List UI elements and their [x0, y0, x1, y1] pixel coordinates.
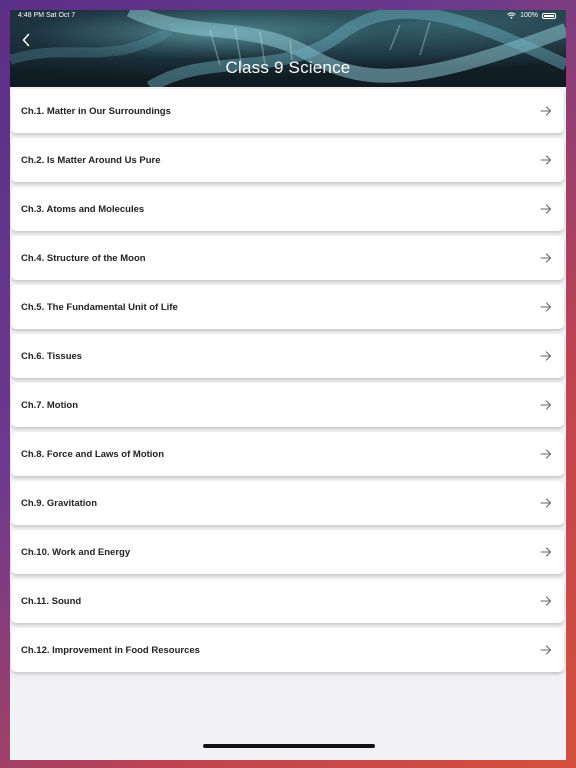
chapter-row-10[interactable]	[11, 530, 564, 574]
back-button[interactable]	[14, 28, 38, 52]
chapter-row-4[interactable]	[11, 236, 564, 280]
app-screen	[10, 10, 566, 760]
arrow-right-icon	[540, 155, 552, 165]
chapter-row-6[interactable]	[11, 334, 564, 378]
chapter-title: Ch.12. Improvement in Food Resources	[21, 644, 200, 656]
arrow-right-icon	[540, 253, 552, 263]
arrow-right-icon	[540, 498, 552, 508]
chapter-row-7[interactable]	[11, 383, 564, 427]
header-banner	[10, 10, 566, 87]
chapter-title: Ch.5. The Fundamental Unit of Life	[21, 301, 178, 313]
chapter-row-9[interactable]	[11, 481, 564, 525]
arrow-right-icon	[540, 400, 552, 410]
chapter-row-11[interactable]	[11, 579, 564, 623]
battery-icon	[542, 13, 556, 19]
arrow-right-icon	[540, 204, 552, 214]
chapter-row-5[interactable]	[11, 285, 564, 329]
arrow-right-icon	[540, 547, 552, 557]
arrow-right-icon	[540, 449, 552, 459]
chapter-title: Ch.7. Motion	[21, 399, 78, 411]
chapter-title: Ch.11. Sound	[21, 595, 82, 607]
chapter-row-8[interactable]	[11, 432, 564, 476]
chapter-title: Ch.6. Tissues	[21, 350, 83, 362]
status-time: 4:48 PM Sat Oct 7	[18, 12, 76, 19]
chapter-row-12[interactable]	[11, 628, 564, 672]
chapter-row-2[interactable]	[11, 138, 564, 182]
chapter-title: Ch.2. Is Matter Around Us Pure	[21, 154, 161, 166]
status-bar	[10, 10, 566, 24]
arrow-right-icon	[540, 645, 552, 655]
chapter-title: Ch.10. Work and Energy	[21, 546, 131, 558]
arrow-right-icon	[540, 302, 552, 312]
chapter-title: Ch.3. Atoms and Molecules	[21, 203, 145, 215]
chapter-title: Ch.1. Matter in Our Surroundings	[21, 105, 171, 117]
battery-percentage: 100%	[520, 12, 538, 19]
page-title: Class 9 Science	[225, 58, 351, 77]
arrow-right-icon	[540, 106, 552, 116]
arrow-right-icon	[540, 351, 552, 361]
chapter-title: Ch.4. Structure of the Moon	[21, 252, 146, 264]
chapter-row-1[interactable]	[11, 89, 564, 133]
chapter-title: Ch.9. Gravitation	[21, 497, 98, 509]
wifi-icon	[507, 12, 516, 19]
chevron-left-icon	[21, 33, 31, 47]
chapter-list	[11, 89, 564, 677]
arrow-right-icon	[540, 596, 552, 606]
home-indicator[interactable]	[203, 744, 375, 748]
chapter-row-3[interactable]	[11, 187, 564, 231]
chapter-title: Ch.8. Force and Laws of Motion	[21, 448, 165, 460]
